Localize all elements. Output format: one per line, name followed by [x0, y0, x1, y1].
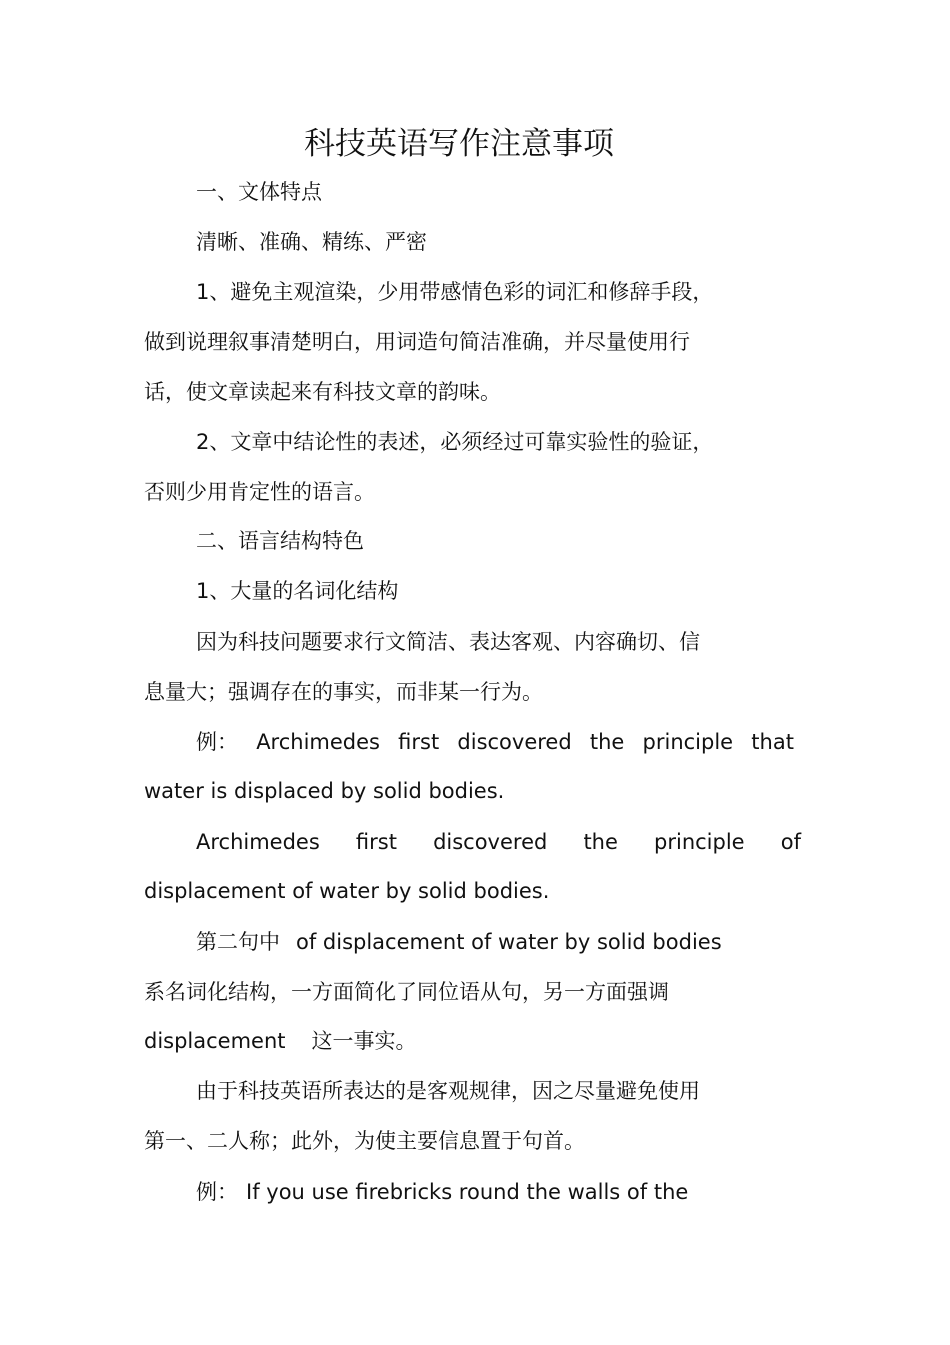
explain-line1: [196, 928, 722, 956]
example-word: discovered: [457, 730, 572, 754]
example-word: first: [398, 730, 440, 754]
explain-line2: 系名词化结构，一方面简化了同位语从句，另一方面强调: [144, 980, 669, 1004]
reason-line2: 息量大；强调存在的事实，而非某一行为。: [144, 680, 543, 704]
example-word: the: [583, 830, 618, 854]
example-word: discovered: [433, 830, 548, 854]
page-title: 科技英语写作注意事项: [304, 126, 614, 162]
subheading-nominalization: 1、大量的名词化结构: [196, 579, 399, 603]
example-label: 例：: [196, 1180, 238, 1204]
example-word: of: [780, 830, 801, 854]
section-heading-1: 一、文体特点: [196, 180, 322, 204]
example1-line1: [196, 728, 794, 756]
objective-line2: 第一、二人称；此外，为使主要信息置于句首。: [144, 1129, 585, 1153]
explain-line3: [144, 1027, 417, 1055]
example-word: principle: [654, 830, 745, 854]
keywords-line: 清晰、准确、精练、严密: [196, 230, 427, 254]
explain-line3-en: displacement: [144, 1029, 286, 1053]
explain-line3-cn: 这一事实。: [311, 1029, 417, 1053]
example-word: Archimedes: [196, 830, 320, 854]
example2-line1: [196, 828, 801, 856]
explain-line1-en: of displacement of water by solid bodies: [296, 930, 722, 954]
example2-line2: displacement of water by solid bodies.: [144, 879, 550, 903]
example1-line2: water is displaced by solid bodies.: [144, 779, 505, 803]
example-word: Archimedes: [256, 730, 380, 754]
section-heading-2: 二、语言结构特色: [196, 529, 364, 553]
point1-line3: 话，使文章读起来有科技文章的韵味。: [144, 380, 501, 404]
objective-line1: 由于科技英语所表达的是客观规律，因之尽量避免使用: [196, 1079, 700, 1103]
reason-line1: 因为科技问题要求行文简洁、表达客观、内容确切、信: [196, 630, 700, 654]
point1-line2: 做到说理叙事清楚明白，用词造句简洁准确，并尽量使用行: [144, 330, 690, 354]
explain-line1-cn: 第二句中: [196, 930, 280, 954]
point1-line1: 1、避免主观渲染，少用带感情色彩的词汇和修辞手段，: [196, 280, 714, 304]
point2-line2: 否则少用肯定性的语言。: [144, 480, 375, 504]
point2-line1: 2、文章中结论性的表述，必须经过可靠实验性的验证，: [196, 430, 714, 454]
example-word: that: [751, 730, 794, 754]
example3-text: If you use firebricks round the walls of the: [246, 1180, 689, 1204]
example-label: 例：: [196, 730, 238, 754]
example-word: the: [589, 730, 625, 754]
example-word: principle: [642, 730, 734, 754]
example-word: first: [355, 830, 397, 854]
example3-line1: [196, 1178, 688, 1206]
